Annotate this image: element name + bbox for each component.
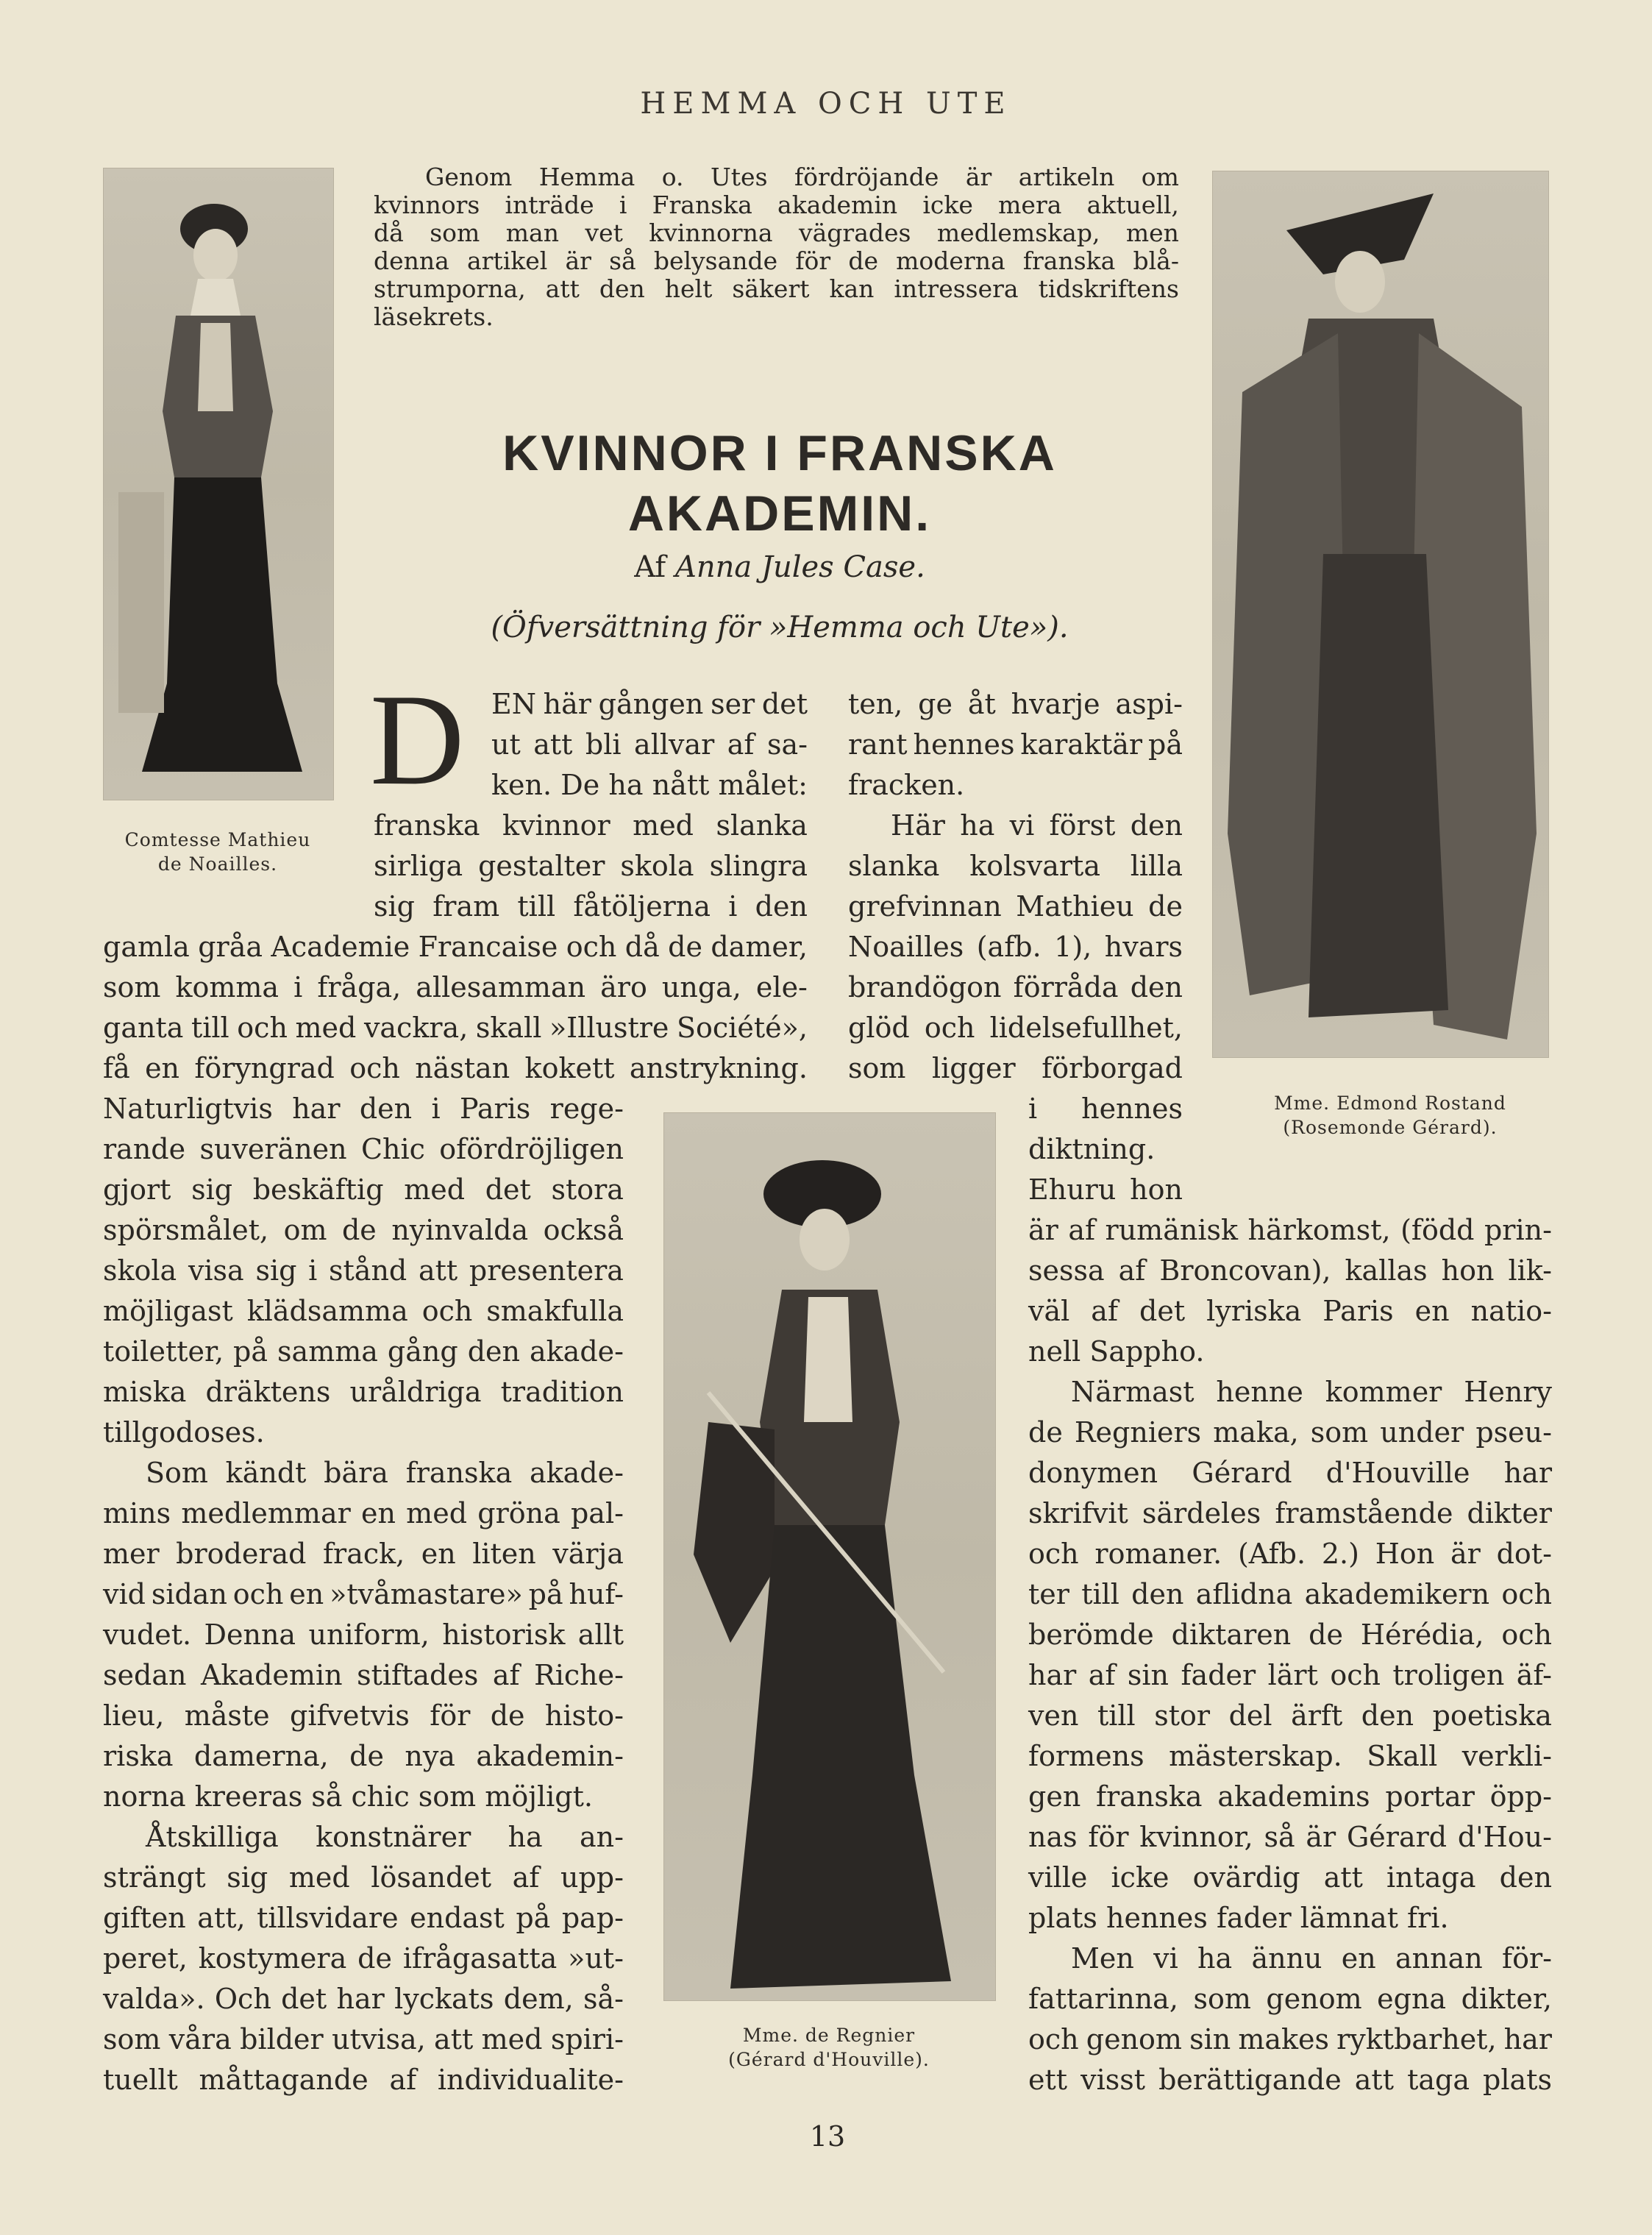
body-line: gjort sig beskäftig med det stora [103, 1173, 624, 1206]
body-line: plats hennes fader lämnat fri. [1028, 1902, 1449, 1934]
caption-noailles: Comtesse Mathieu de Noailles. [124, 829, 311, 875]
body-line: glöd och lidelsefullhet, [848, 1012, 1183, 1044]
body-line: som våra bilder utvisa, att med spiri- [103, 2023, 624, 2055]
portrait-photo-regnier [663, 1112, 996, 2001]
body-line: peret, kostymera de ifrågasatta »ut- [103, 1942, 624, 1975]
body-line: sirliga gestalter skola slingra [374, 850, 808, 882]
body-line: nas för kvinnor, så är Gérard d'Hou- [1028, 1821, 1552, 1853]
body-line: Ehuru hon [1028, 1173, 1183, 1206]
body-line: som ligger förborgad [848, 1052, 1183, 1084]
drop-cap: D [370, 667, 465, 812]
body-line: sedan Akademin stiftades af Riche- [103, 1659, 624, 1691]
body-line: och romaner. (Afb. 2.) Hon är dot- [1028, 1538, 1552, 1570]
body-line: giften att, tillsvidare endast på pap- [103, 1902, 624, 1934]
body-line: väl af det lyriska Paris en natio- [1028, 1295, 1552, 1327]
body-line: skola visa sig i stånd att presentera [103, 1254, 624, 1287]
body-line: ett visst berättigande att taga plats [1028, 2064, 1552, 2096]
body-line: toiletter, på samma gång den akade- [103, 1335, 624, 1368]
author-name: Anna Jules Case. [674, 550, 925, 584]
translation-note: (Öfversättning för »Hemma och Ute»). [491, 611, 1069, 644]
body-line: valda». Och det har lyckats dem, så- [103, 1983, 624, 2015]
body-line: Som kändt bära franska akade- [146, 1457, 624, 1489]
body-line: fracken. [848, 769, 965, 801]
body-line: riska damerna, de nya akademin- [103, 1740, 624, 1772]
body-line: är af rumänisk härkomst, (född prin- [1028, 1214, 1552, 1246]
body-line: de Regniers maka, som under pseu- [1028, 1416, 1552, 1449]
body-line: EN här gången ser det [491, 688, 808, 720]
body-line: ken. De ha nått målet: [491, 769, 808, 801]
body-line: skrifvit särdeles framstående dikter [1028, 1497, 1552, 1529]
body-line: slanka kolsvarta lilla [848, 850, 1183, 882]
body-line: donymen Gérard d'Houville har [1028, 1457, 1552, 1489]
body-line: gen franska akademins portar öpp- [1028, 1780, 1552, 1813]
body-line: strängt sig med lösandet af upp- [103, 1861, 624, 1894]
figure-silhouette-noailles [104, 168, 333, 800]
body-line: formens mästerskap. Skall verkli- [1028, 1740, 1552, 1772]
body-line: fattarinna, som genom egna dikter, [1028, 1983, 1552, 2015]
body-line: nell Sappho. [1028, 1335, 1205, 1368]
body-line: Åtskilliga konstnärer ha an- [146, 1821, 624, 1853]
caption-rostand: Mme. Edmond Rostand (Rosemonde Gérard). [1274, 1092, 1506, 1138]
body-line: och genom sin makes ryktbarhet, har [1028, 2023, 1552, 2055]
body-line: rande suveränen Chic ofördröjligen [103, 1133, 624, 1165]
body-line: ter till den aflidna akademikern och [1028, 1578, 1552, 1610]
body-line: ten, ge åt hvarje aspi- [848, 688, 1183, 720]
body-line: spörsmålet, om de nyinvalda också [103, 1214, 624, 1246]
page-number: 13 [809, 2120, 846, 2153]
body-line: Noailles (afb. 1), hvars [848, 931, 1183, 963]
body-line: brandögon förråda den [848, 971, 1183, 1003]
body-line: gamla gråa Academie Francaise och då de damer, [103, 931, 808, 963]
body-line: miska dräktens uråldriga tradition [103, 1376, 624, 1408]
body-line: Närmast henne kommer Henry [1071, 1376, 1552, 1408]
body-line: franska kvinnor med slanka [374, 809, 808, 842]
body-line: har af sin fader lärt och troligen äf- [1028, 1659, 1552, 1691]
body-line: mins medlemmar en med gröna pal- [103, 1497, 624, 1529]
body-line: rant hennes karaktär på [848, 728, 1183, 761]
intro-paragraph: Genom Hemma o. Utes fördröjande är artikeln om kvinnors inträde i Franska akademin icke mera aktuell, då som man vet kvinnorna vägrades medlemskap, men denna artikel är så belysande för de moderna franska blå- strumporna, att den helt säkert kan intressera tidskriftens läsekrets. [374, 163, 1179, 331]
body-line: vudet. Denna uniform, historisk allt [103, 1618, 624, 1651]
body-line: mer broderad frack, en liten värja [103, 1538, 624, 1570]
body-line: få en föryngrad och nästan kokett anstrykning. [103, 1052, 808, 1084]
byline: Af Anna Jules Case. [634, 550, 925, 584]
body-line: ganta till och med vackra, skall »Illustre Société», [103, 1012, 808, 1044]
body-line: vid sidan och en »tvåmastare» på huf- [103, 1578, 624, 1610]
body-line: diktning. [1028, 1133, 1156, 1165]
caption-regnier: Mme. de Regnier (Gérard d'Houville). [728, 2025, 930, 2070]
body-line: sig fram till fåtöljerna i den [374, 890, 808, 923]
body-line: norna kreeras så chic som möjligt. [103, 1780, 593, 1813]
body-line: grefvinnan Mathieu de [848, 890, 1183, 923]
body-line: tillgodoses. [103, 1416, 265, 1449]
body-line: tuellt måttagande af individualite- [103, 2064, 624, 2096]
body-line: lieu, måste gifvetvis för de histo- [103, 1699, 624, 1732]
body-line: sessa af Broncovan), kallas hon lik- [1028, 1254, 1552, 1287]
body-line: berömde diktaren de Hérédia, och [1028, 1618, 1552, 1651]
portrait-photo-rostand [1212, 171, 1549, 1058]
body-line: ville icke ovärdig att intaga den [1028, 1861, 1552, 1894]
article-title: KVINNOR I FRANSKA AKADEMIN. [502, 425, 1057, 541]
body-line: i hennes [1028, 1092, 1183, 1125]
body-line: ut att bli allvar af sa- [491, 728, 808, 761]
body-line: möjligast klädsamma och smakfulla [103, 1295, 624, 1327]
figure-silhouette-regnier [664, 1113, 995, 2000]
portrait-photo-noailles [103, 168, 334, 800]
figure-silhouette-rostand [1213, 171, 1548, 1057]
running-header: HEMMA OCH UTE [640, 87, 1012, 121]
body-line: Naturligtvis har den i Paris rege- [103, 1092, 624, 1125]
body-line: Här ha vi först den [891, 809, 1183, 842]
body-line: Men vi ha ännu en annan för- [1071, 1942, 1552, 1975]
body-line: ven till stor del ärft den poetiska [1028, 1699, 1552, 1732]
body-line: som komma i fråga, allesamman äro unga, ele- [103, 971, 808, 1003]
